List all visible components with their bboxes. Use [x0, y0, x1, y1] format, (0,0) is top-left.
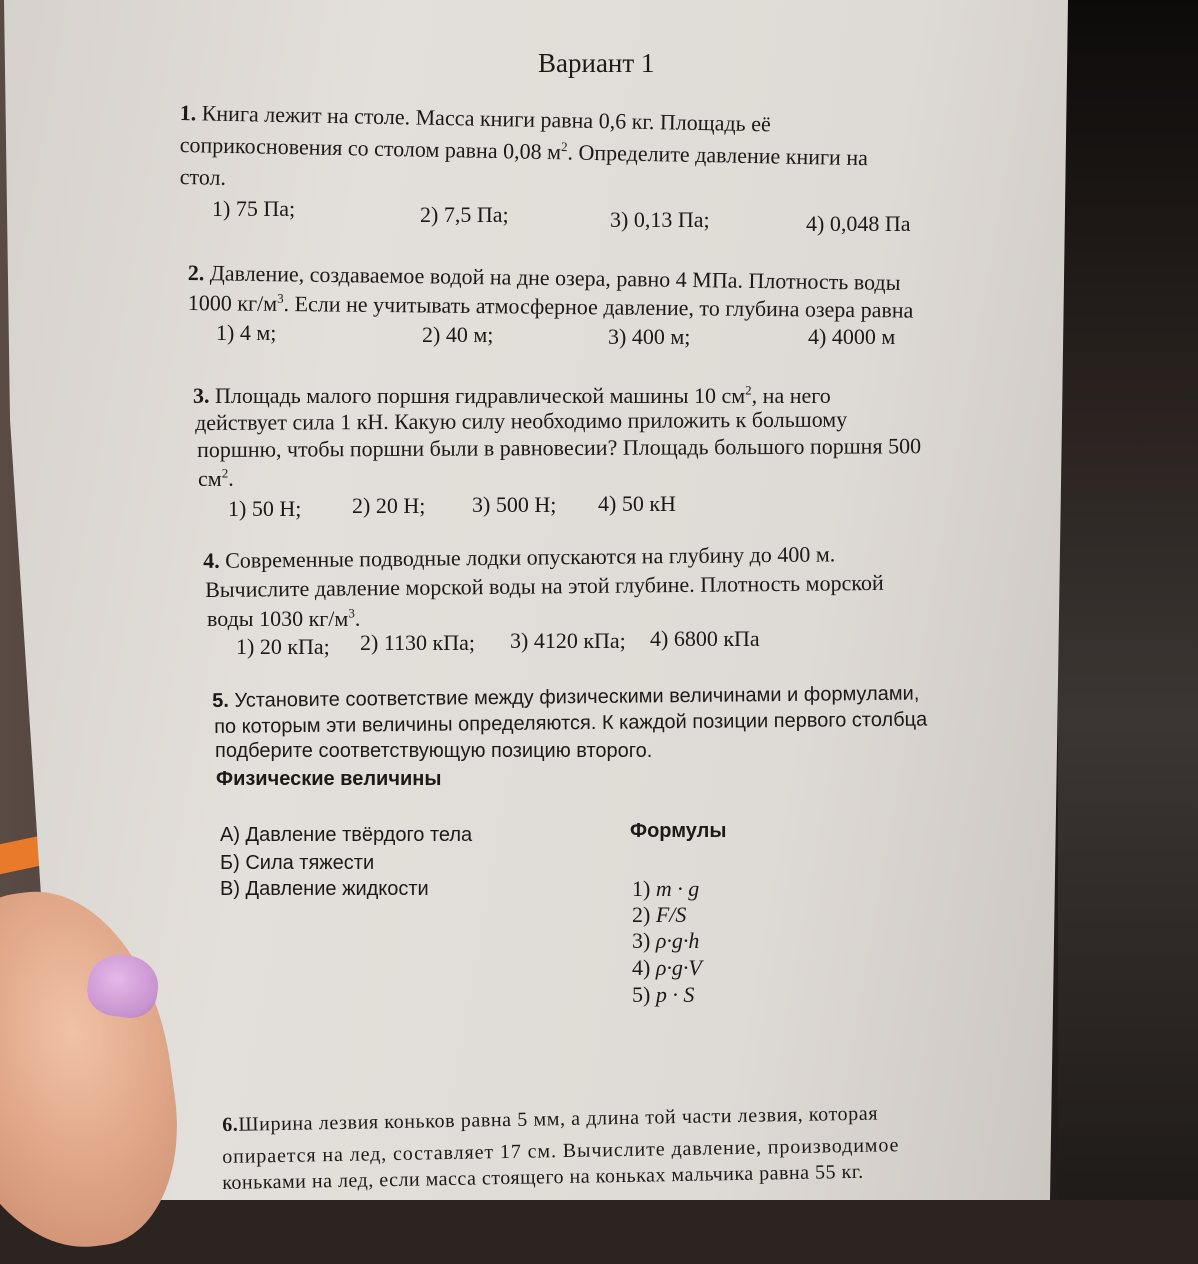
- q5-line3: подберите соответствующую позицию второго.: [215, 740, 653, 762]
- q1-answer-4: 4) 0,048 Па: [806, 211, 911, 236]
- q6-line2: опирается на лед, составляет 17 см. Вычислите давление, производимое: [222, 1134, 900, 1168]
- q2-answer-1: 1) 4 м;: [216, 320, 277, 345]
- q3-answer-2: 2) 20 Н;: [352, 493, 426, 518]
- q2-answer-2: 2) 40 м;: [422, 322, 494, 347]
- q5-formulas-header: Формулы: [630, 820, 727, 842]
- q6-line1: 6.Ширина лезвия коньков равна 5 мм, а длина той части лезвия, которая: [222, 1102, 879, 1136]
- q3-line1: 3. Площадь малого поршня гидравлической машины 10 $см^2$, на него: [193, 382, 831, 408]
- q4-line1: 4. Современные подводные лодки опускаются на глубину до 400 м.: [203, 541, 836, 573]
- q1-answer-1: 1) 75 Па;: [212, 196, 296, 221]
- q1-line2: соприкосновения со столом равна 0,08 $м^2$. Определите давление книги на: [179, 132, 869, 171]
- q5-formula-3: 3) ρ·g·h: [632, 928, 700, 953]
- q4-answer-1: 1) 20 кПа;: [236, 634, 330, 659]
- q5-quantity-c: В) Давление жидкости: [220, 878, 429, 900]
- q1-answer-3: 3) 0,13 Па;: [610, 207, 710, 232]
- q2-line1: 2. Давление, создаваемое водой на дне озера, равно 4 МПа. Плотность воды: [187, 260, 901, 295]
- q5-quantity-a: А) Давление твёрдого тела: [220, 824, 473, 846]
- q5-formula-4: 4) ρ·g·V: [632, 955, 702, 980]
- page-title: Вариант 1: [538, 48, 655, 78]
- q5-quantity-b: Б) Сила тяжести: [220, 852, 375, 874]
- q3-line2: действует сила 1 кН. Какую силу необходимо приложить к большому: [195, 406, 848, 435]
- q1-line1: 1. Книга лежит на столе. Масса книги равна 0,6 кг. Площадь её: [179, 100, 771, 137]
- q3-answer-1: 1) 50 Н;: [228, 496, 302, 521]
- q2-answer-3: 3) 400 м;: [608, 324, 691, 349]
- q4-answer-3: 3) 4120 кПа;: [510, 628, 626, 653]
- q2-answer-4: 4) 4000 м: [808, 324, 896, 349]
- q1-answer-2: 2) 7,5 Па;: [420, 202, 509, 227]
- q5-formula-2: 2) F/S: [632, 902, 687, 927]
- q6-line3: коньками на лед, если масса стоящего на коньках мальчика равна 55 кг.: [222, 1160, 864, 1194]
- q3-number: 3.: [193, 383, 210, 408]
- q4-answer-4: 4) 6800 кПа: [650, 626, 760, 651]
- q3-line4: $см^2$.: [198, 465, 234, 491]
- q5-line1: 5. Установите соответствие между физическими величинами и формулами,: [212, 682, 920, 712]
- q5-formula-1: 1) m · g: [632, 876, 700, 901]
- q5-number: 5.: [212, 689, 229, 712]
- q3-answer-3: 3) 500 Н;: [472, 492, 557, 517]
- q5-formula-5: 5) p · S: [632, 982, 695, 1007]
- q1-line3: стол.: [179, 164, 227, 190]
- q5-quantities-header: Физические величины: [216, 768, 442, 790]
- q5-line2: по которым эти величины определяются. К каждой позиции первого столбца: [214, 708, 928, 738]
- q1-number: 1.: [179, 100, 197, 126]
- q3-line3: поршню, чтобы поршни были в равновесии? Площадь большого поршня 500: [197, 433, 922, 462]
- q2-number: 2.: [187, 260, 205, 286]
- q4-answer-2: 2) 1130 кПа;: [360, 630, 475, 655]
- q3-answer-4: 4) 50 кН: [598, 491, 676, 516]
- q4-number: 4.: [203, 547, 220, 573]
- q2-line2: 1000 $кг/м^3$. Если не учитывать атмосферное давление, то глубина озера равна: [187, 290, 914, 323]
- q4-line2: Вычислите давление морской воды на этой глубине. Плотность морской: [205, 569, 884, 602]
- q4-line3: воды 1030 $кг/м^3$.: [207, 605, 361, 631]
- q6-number: 6.: [222, 1113, 239, 1136]
